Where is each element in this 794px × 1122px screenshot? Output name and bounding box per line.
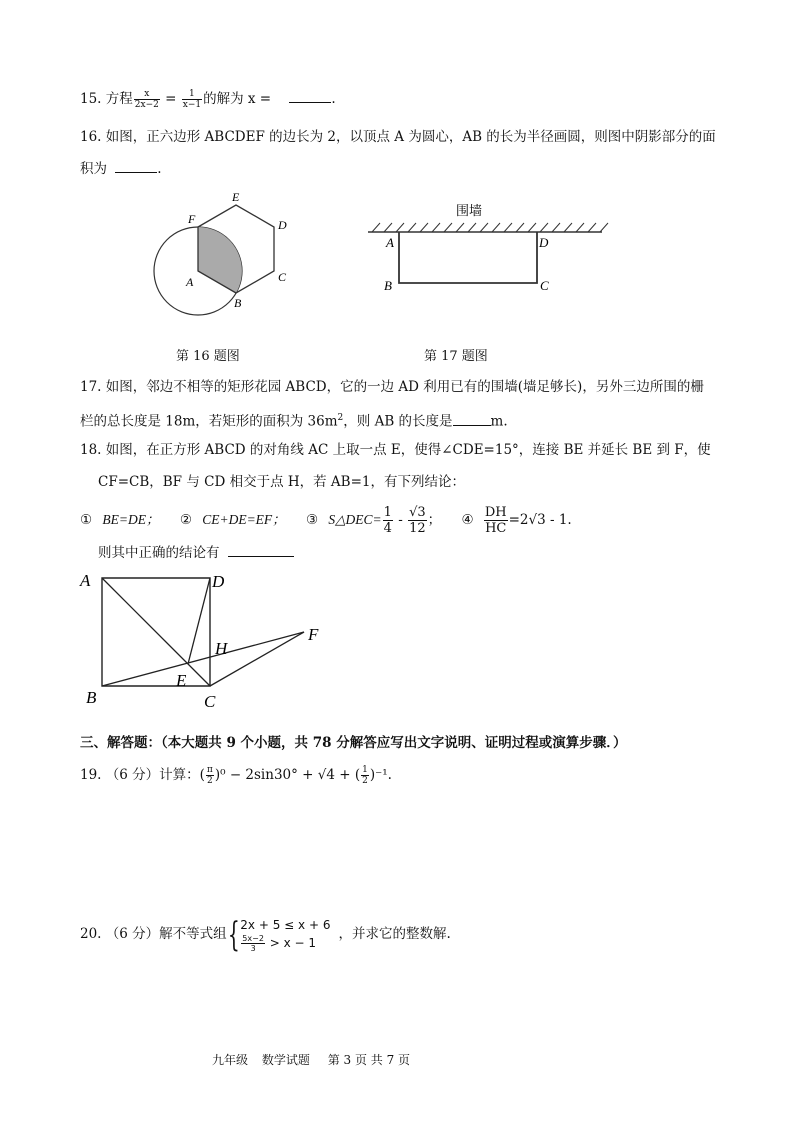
q20-line: 20. （6 分）解不等式组{ 2x + 5 ≤ x + 6 $\frac{5x-2}{3}$ > x − 1 ，并求它的整数解. xyxy=(80,914,451,955)
q17-line1: 17. 如图，邻边不相等的矩形花园 ABCD，它的一边 AD 利用已有的围墙(墙足够长)，另外三边所围的栅 xyxy=(80,379,704,395)
q18-c2: CE+DE=EF； xyxy=(202,512,286,527)
q18-answer-blank[interactable] xyxy=(228,542,294,557)
fig16-label-f: F xyxy=(188,212,196,226)
fig18-label-f: F xyxy=(308,625,319,644)
q18-conclusions: ① BE=DE； ② CE+DE=EF； ③ S△DEC= $\frac{1}{4}$ - $\frac{√3}{12}$ ； ④ $\frac{DH}{HC}$ =2√3 - 1. xyxy=(80,505,572,536)
fig18-segment-de xyxy=(188,578,210,664)
footer-subject: 数学试题 xyxy=(261,1053,310,1067)
q15-answer-blank[interactable] xyxy=(289,88,331,103)
q19-frac-half: $\frac{1}{2}$ xyxy=(362,765,368,786)
q18-c1-marker: ① xyxy=(80,512,93,528)
figure-18 xyxy=(78,566,338,716)
q15-frac1: $\frac{x}{2x-2}$ xyxy=(134,89,159,110)
q18-line1: 18. 如图，在正方形 ABCD 的对角线 AC 上取一点 E，使得∠CDE=15°，连接 BE 并延长 BE 到 F，使 xyxy=(80,442,711,458)
footer-grade: 九年级 xyxy=(212,1053,249,1067)
q17-line2: 栏的总长度是 18m，若矩形的面积为 $36m^2$，则 AB 的长度是 m. xyxy=(80,408,508,432)
q20-ineq1: 2x + 5 ≤ x + 6 xyxy=(240,917,331,932)
q18-c3-label: S△DEC= xyxy=(328,512,382,527)
q15-prefix: 15. 方程 xyxy=(80,91,133,107)
figure-17 xyxy=(360,195,610,305)
fig16-caption: 第 16 题图 xyxy=(176,349,240,364)
fig18-segment-bf xyxy=(102,632,304,686)
fig18-label-h: H xyxy=(215,639,228,658)
q16-answer-blank[interactable] xyxy=(115,158,157,173)
q18-c1: BE=DE； xyxy=(102,512,160,527)
q15-line: 15. 方程 $\frac{x}{2x-2}$ = $\frac{1}{x-1}$ 的解为 x = . xyxy=(80,89,336,110)
page-footer xyxy=(212,1050,410,1070)
figure-16 xyxy=(140,185,310,345)
fig18-label-c: C xyxy=(204,692,216,711)
fig18-label-b: B xyxy=(86,688,97,707)
fig18-diagonal-ac xyxy=(102,578,210,686)
q16-line1: 16. 如图，正六边形 ABCDEF 的边长为 2，以顶点 A 为圆心，AB 的长为半径画圆，则图中阴影部分的面 xyxy=(80,129,716,145)
fig17-wall-hatching xyxy=(372,223,608,232)
q20-ineq2: $\frac{5x-2}{3}$ > x − 1 xyxy=(242,933,317,953)
fig16-label-e: E xyxy=(232,190,240,204)
fig18-label-e: E xyxy=(176,671,187,690)
q18-c3-frac1: $\frac{1}{4}$ xyxy=(383,505,392,536)
fig17-wall-label: 围墙 xyxy=(456,204,483,219)
fig17-label-b: B xyxy=(384,278,392,293)
fig17-label-d: D xyxy=(539,235,549,250)
q18-c4-rhs: =2√3 - 1. xyxy=(508,512,572,528)
q18-c2-marker: ② xyxy=(179,512,192,528)
fig18-label-d: D xyxy=(212,572,225,591)
fig17-rectangle xyxy=(399,232,537,283)
q15-frac2: $\frac{1}{x-1}$ xyxy=(182,89,202,110)
q18-c3-frac2: $\frac{√3}{12}$ xyxy=(409,505,426,536)
fig18-label-a: A xyxy=(80,571,91,590)
section3-title: 三、解答题：（本大题共 9 个小题，共 78 分解答应写出文字说明、证明过程或演算步骤．） xyxy=(80,735,627,751)
fig16-label-c: C xyxy=(278,270,287,284)
q19-frac-pi: $\frac{\pi}{2}$ xyxy=(206,765,213,786)
q18-c4-frac: $\frac{DH}{HC}$ xyxy=(484,505,507,536)
q20-brace: { xyxy=(227,914,240,955)
q18-c3-marker: ③ xyxy=(305,512,319,528)
fig17-caption: 第 17 题图 xyxy=(424,349,488,364)
q18-last: 则其中正确的结论有 xyxy=(98,542,294,563)
fig17-label-c: C xyxy=(540,278,549,293)
q18-line2: CF=CB，BF 与 CD 相交于点 H，若 AB=1，有下列结论： xyxy=(98,474,465,490)
q17-answer-blank[interactable] xyxy=(453,411,491,426)
q20-system xyxy=(240,917,330,953)
q15-suffix: 的解为 x = xyxy=(203,91,272,107)
q19-line: 19. （6 分）计算：( $\frac{\pi}{2}$ )⁰ − 2sin30° + √4 + ( $\frac{1}{2}$ )⁻¹. xyxy=(80,765,392,786)
q16-line2: 积为 . xyxy=(80,158,162,179)
q18-c4-marker: ④ xyxy=(461,512,474,528)
fig17-label-a: A xyxy=(386,235,394,250)
fig16-label-a: A xyxy=(186,275,194,289)
footer-page: 第 3 页 共 7 页 xyxy=(327,1053,411,1067)
fig16-label-b: B xyxy=(234,296,242,310)
fig16-label-d: D xyxy=(278,218,287,232)
